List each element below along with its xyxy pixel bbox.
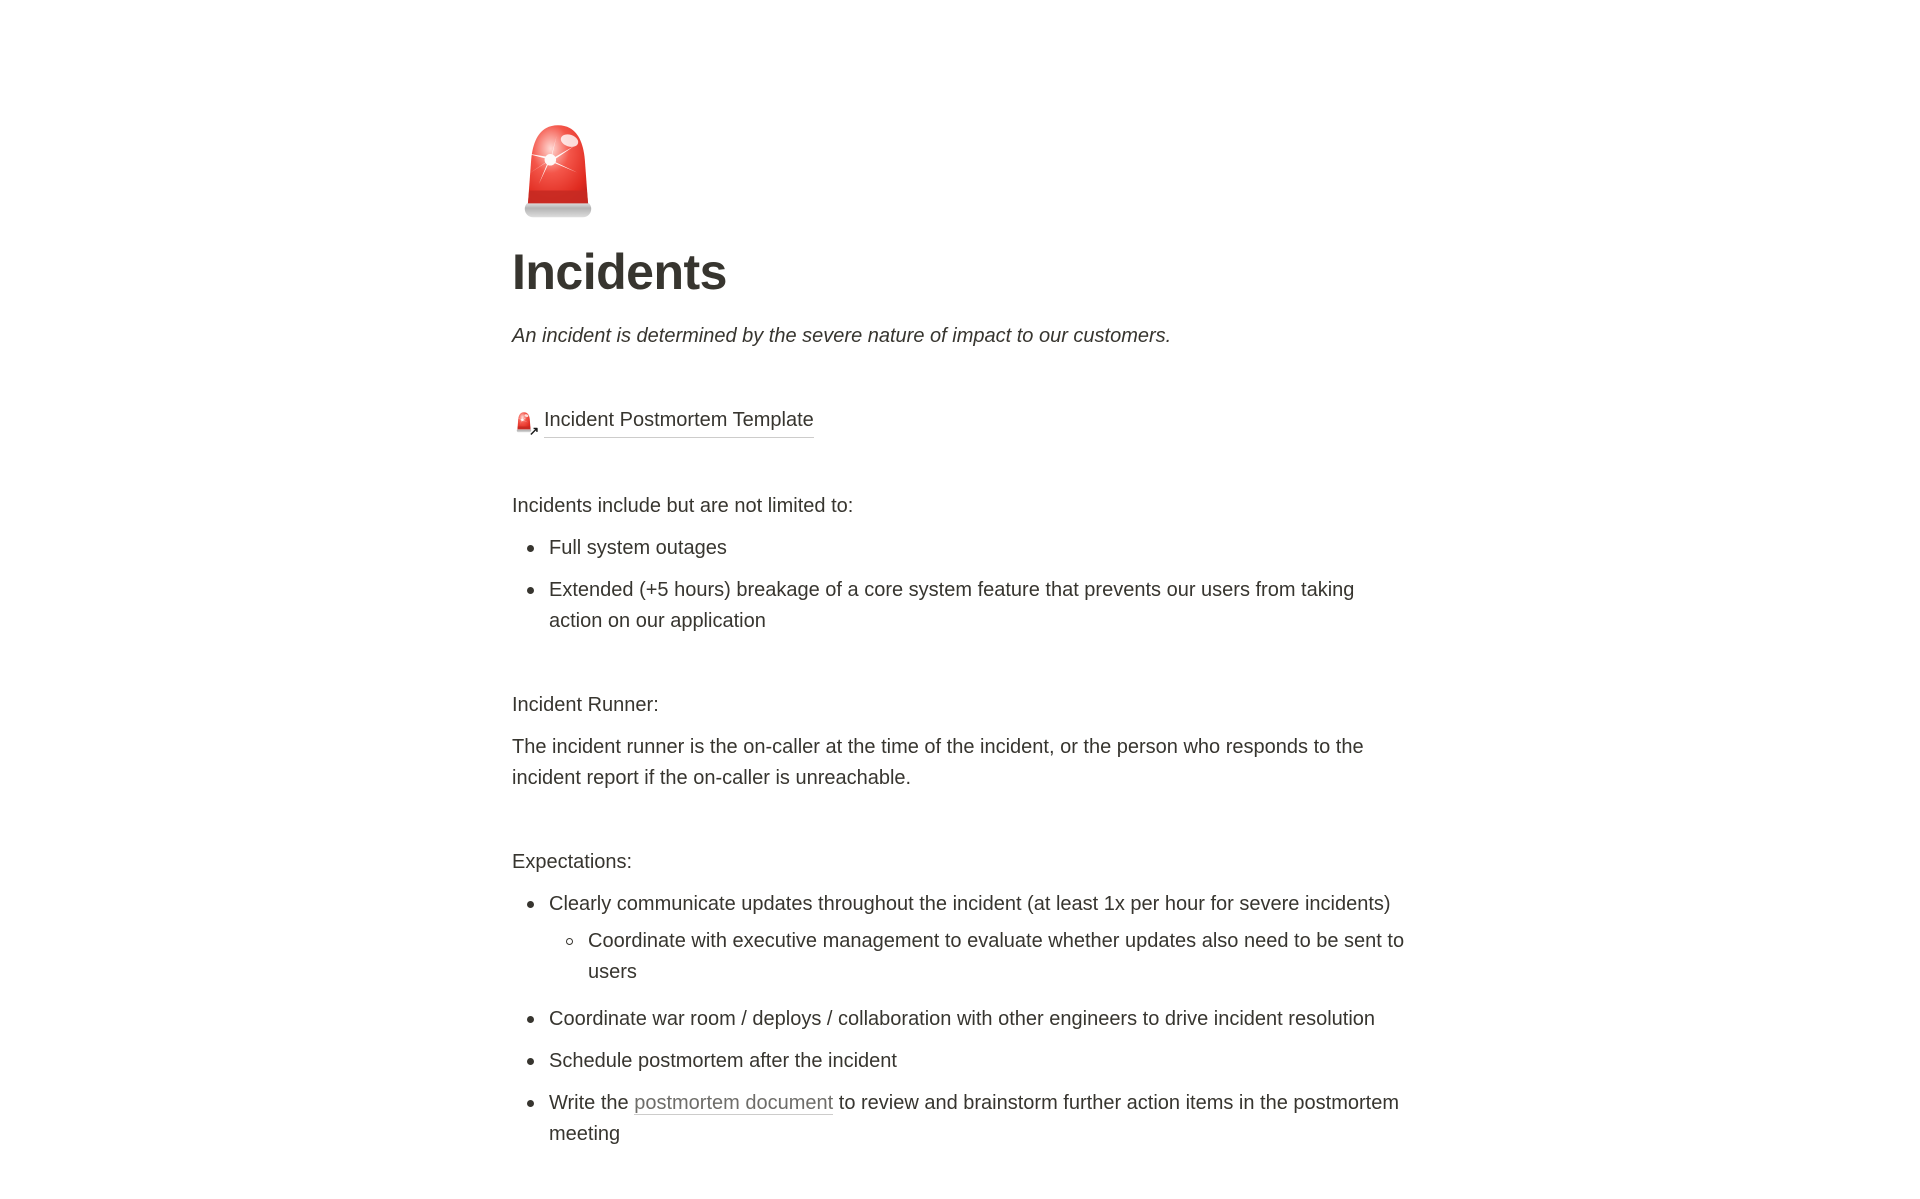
list-item-body: [549, 889, 1408, 993]
page-icon-block: [510, 116, 1410, 224]
list-item-text: Extended (+5 hours) breakage of a core system feature that prevents our users from taking action on our application: [549, 579, 1355, 632]
list-item: [510, 570, 1410, 642]
empty-block: [510, 358, 1410, 399]
empty-block: [510, 444, 1410, 485]
template-page-link-label: Incident Postmortem Template: [544, 405, 814, 438]
incident-types-list: [510, 528, 1410, 642]
list-item: [510, 999, 1410, 1040]
sub-list: [549, 921, 1408, 993]
page-subtitle: An incident is determined by the severe nature of impact to our customers.: [512, 325, 1172, 347]
list-item: [510, 884, 1410, 998]
link-arrow-icon: ↗: [528, 423, 539, 438]
bullet-icon: [512, 533, 549, 564]
page-content: [510, 0, 1410, 1155]
list-item-body: [549, 1088, 1408, 1150]
list-item-text-suffix: to review and brainstorm further action items in the postmortem meeting: [549, 1092, 1399, 1145]
template-page-link[interactable]: [510, 400, 816, 443]
list-item: [510, 1083, 1410, 1155]
empty-block: [510, 643, 1410, 684]
postmortem-document-link[interactable]: postmortem document: [634, 1092, 834, 1114]
bullet-icon: [512, 575, 549, 637]
bullet-icon: [512, 889, 549, 993]
list-item-text: Full system outages: [549, 537, 727, 559]
list-item-text: Coordinate war room / deploys / collaboration with other engineers to drive incident resolution: [549, 1008, 1376, 1030]
list-item: [510, 528, 1410, 569]
police-light-icon-small: [512, 410, 539, 438]
expectations-list: [510, 884, 1410, 1155]
list-item: [510, 1041, 1410, 1082]
incident-runner-heading: Incident Runner:: [512, 694, 659, 716]
bullet-icon: [512, 1046, 549, 1077]
list-item-text-prefix: Write the: [549, 1092, 635, 1114]
incident-runner-body: The incident runner is the on-caller at the time of the incident, or the person who responds to the incident report if the on-caller is unreachable.: [512, 736, 1364, 789]
list-item-text: Clearly communicate updates throughout the incident (at least 1x per hour for severe incidents): [549, 893, 1391, 915]
incident-types-intro: Incidents include but are not limited to:: [512, 495, 854, 517]
sub-list-item: [549, 921, 1408, 993]
bullet-icon: [512, 1088, 549, 1150]
page-title: Incidents: [512, 244, 727, 300]
expectations-heading: Expectations:: [512, 851, 633, 873]
empty-block: [510, 800, 1410, 841]
circle-bullet-icon: [551, 926, 588, 988]
list-item-text: Schedule postmortem after the incident: [549, 1050, 897, 1072]
police-light-icon[interactable]: [512, 116, 604, 224]
bullet-icon: [512, 1004, 549, 1035]
sub-list-item-text: Coordinate with executive management to evaluate whether updates also need to be sent to users: [588, 930, 1405, 983]
